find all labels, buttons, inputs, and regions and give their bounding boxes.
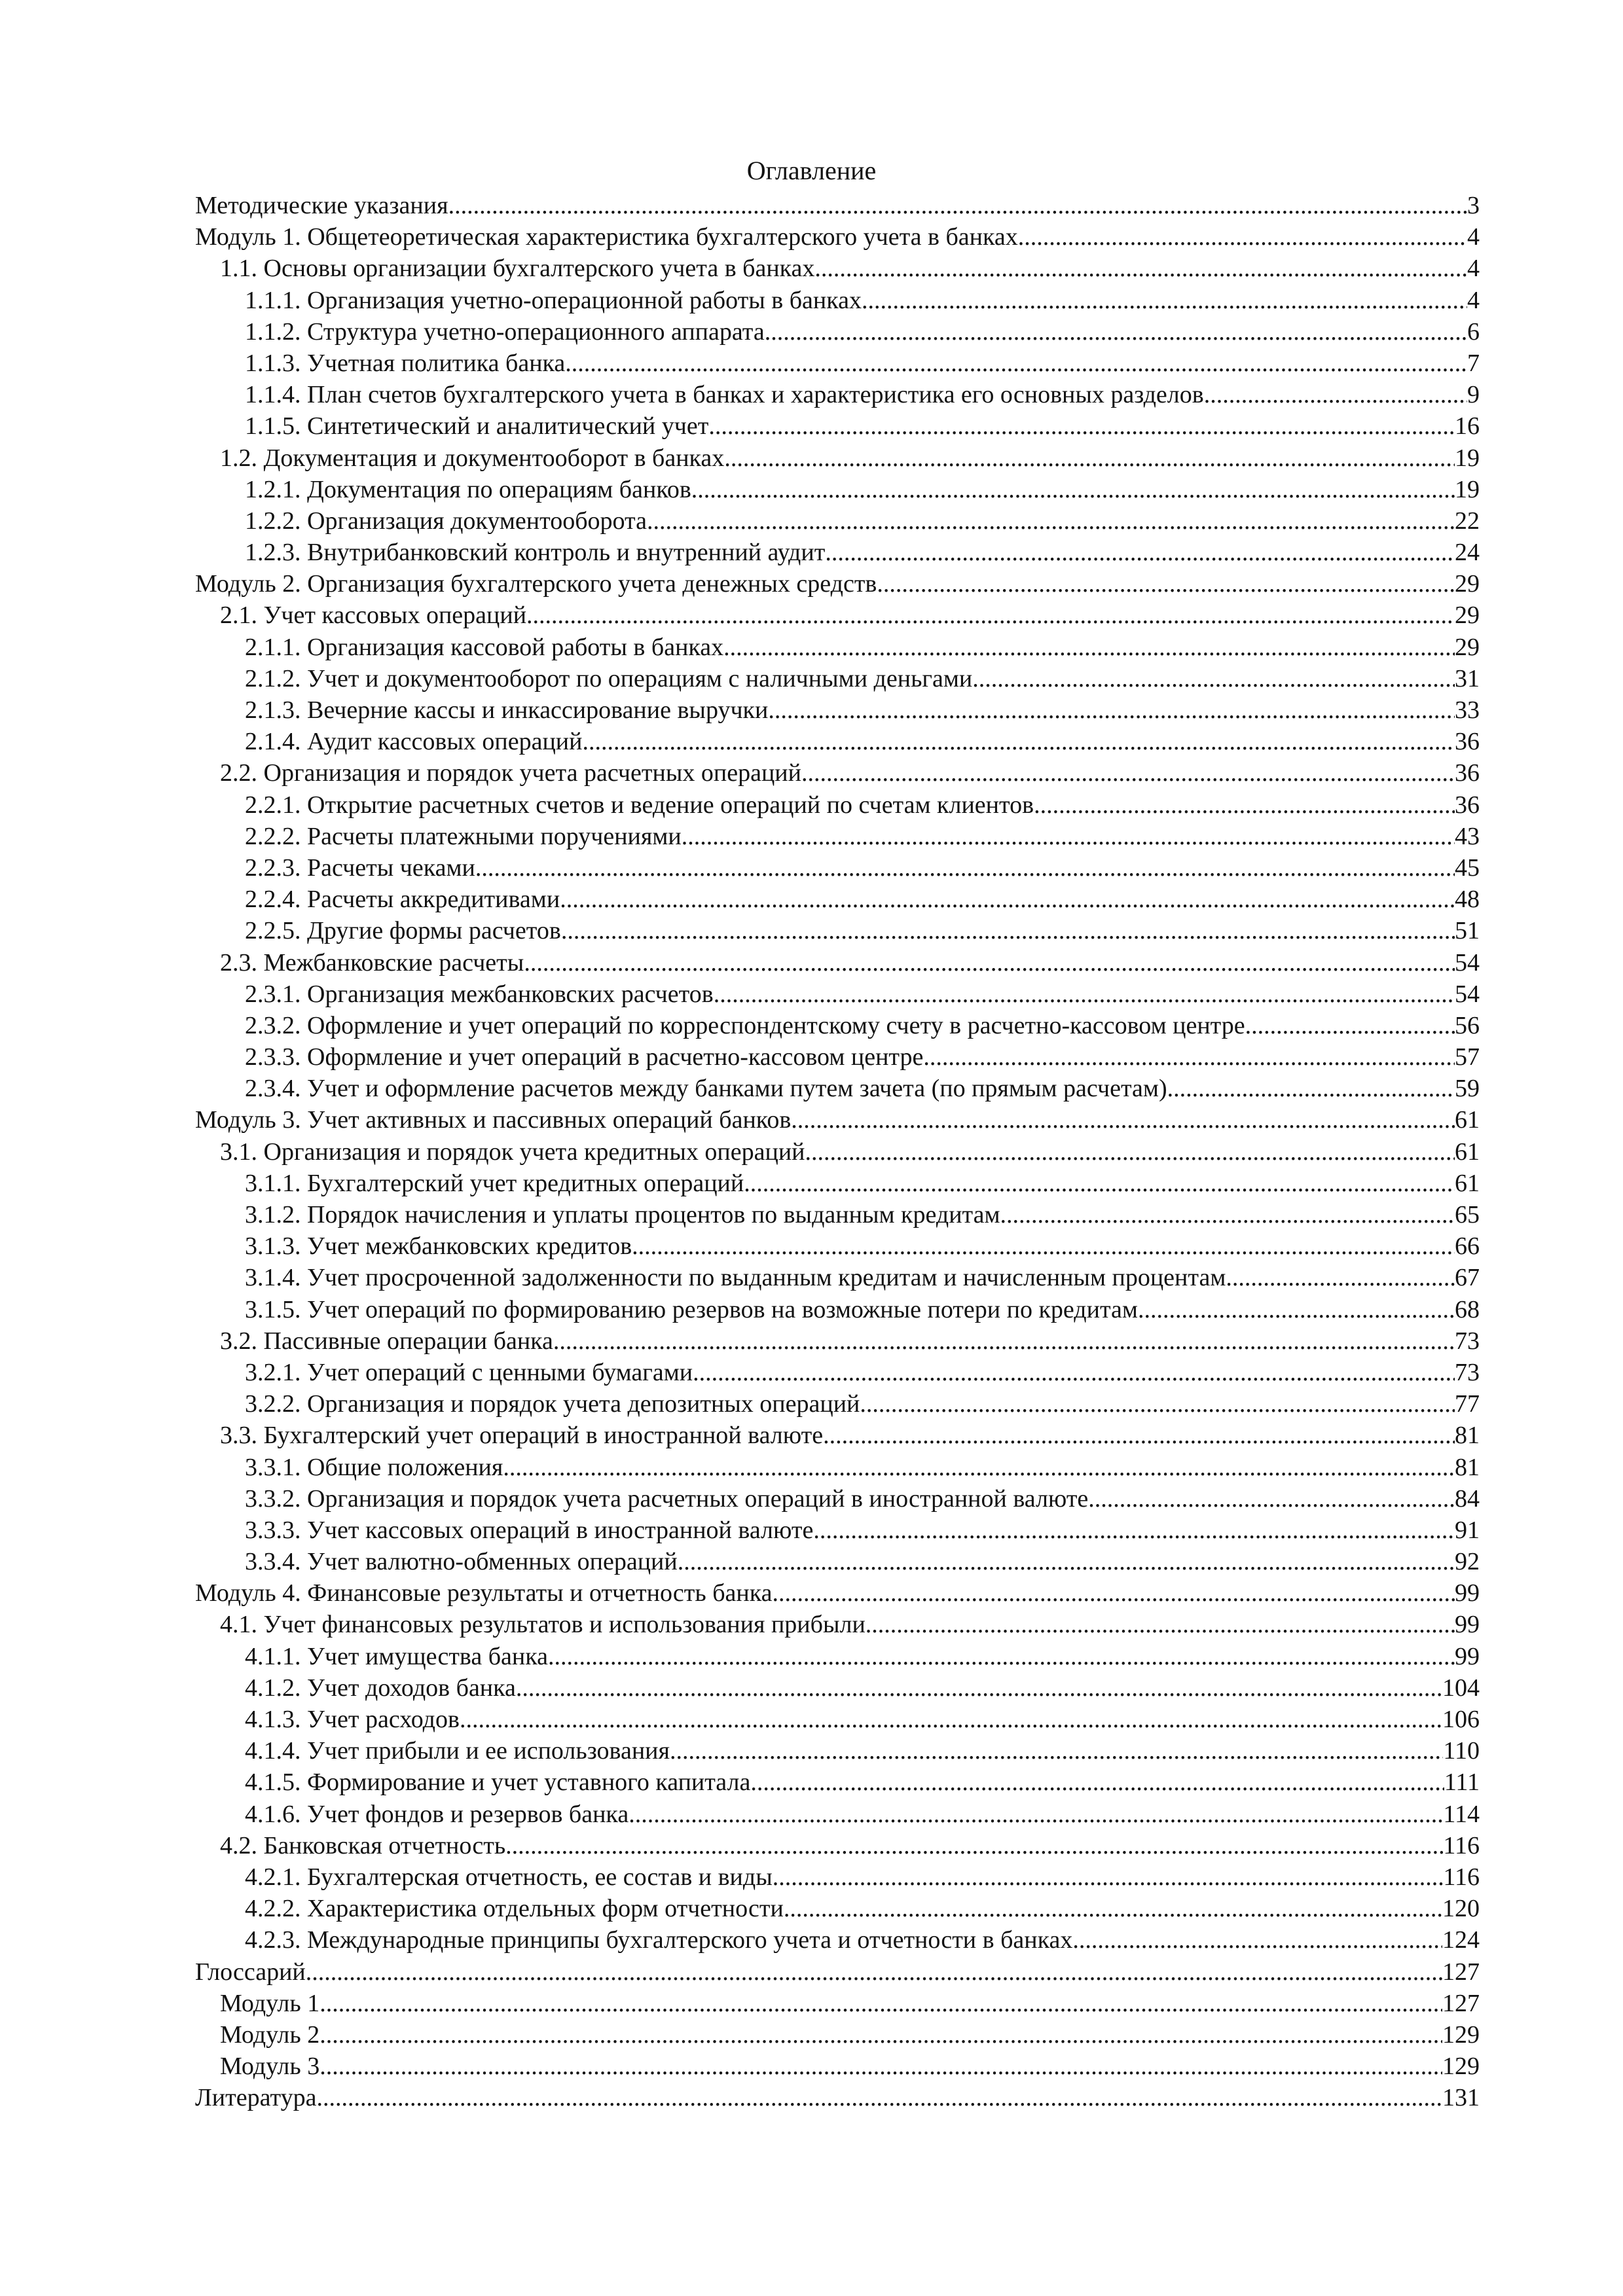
toc-entry-label: 3.2. Пассивные операции банка [220,1327,553,1355]
toc-dot-leader [923,1041,1455,1073]
toc-entry-label: 2.1.4. Аудит кассовых операций [245,728,583,756]
toc-dot-leader [582,726,1455,757]
toc-page-number: 99 [1455,1611,1480,1639]
toc-dot-leader [723,632,1455,663]
toc-entry-label: Модуль 2 [220,2020,320,2049]
toc-entry-label: 1.2.3. Внутрибанковский контроль и внутренний аудит [245,539,826,567]
toc-dot-leader [765,316,1467,348]
toc-entry [195,1988,1480,2019]
toc-dot-leader [823,1420,1455,1451]
toc-entry [195,1262,1480,1293]
toc-dot-leader [866,1609,1455,1640]
toc-entry-label: Модуль 4. Финансовые результаты и отчетность банка [195,1579,773,1607]
toc-entry-label: 1.1. Основы организации бухгалтерского учета в банках [220,255,815,283]
toc-entry-label: 3.3. Бухгалтерский учет операций в иностранной валюте [220,1422,824,1450]
toc-entry [195,1830,1480,1861]
toc-entry [195,1168,1480,1199]
toc-dot-leader [1000,1199,1455,1230]
toc-entry [195,190,1480,221]
toc-page-number: 129 [1442,2020,1480,2049]
toc-entry-label: 2.2.4. Расчеты аккредитивами [245,886,560,914]
toc-page-number: 4 [1467,255,1480,283]
toc-entry-label: 1.1.3. Учетная политика банка [245,349,566,377]
toc-entry-label: 1.2. Документация и документооборот в банках [220,444,725,472]
toc-dot-leader [460,1704,1442,1735]
toc-entry-label: 3.3.3. Учет кассовых операций в иностранной валюте [245,1516,814,1544]
toc-entry [195,410,1480,442]
toc-entry [195,726,1480,757]
toc-page-number: 4 [1467,286,1480,314]
toc-dot-leader [877,568,1455,600]
toc-page-number: 129 [1442,2053,1480,2081]
toc-dot-leader [1245,1010,1455,1041]
toc-entry-label: 3.3.4. Учет валютно-обменных операций [245,1548,678,1576]
toc-entry [195,1388,1480,1420]
toc-entry-label: Модуль 1 [220,1989,320,2017]
toc-dot-leader [773,1861,1444,1893]
toc-entry-label: Модуль 3. Учет активных и пассивных операций банков [195,1106,792,1134]
toc-dot-leader [805,1136,1455,1168]
toc-dot-leader [526,600,1455,631]
toc-entry [195,1010,1480,1041]
toc-page-number: 54 [1455,948,1480,977]
toc-page-number: 7 [1467,349,1480,377]
toc-dot-leader [629,1799,1443,1830]
toc-page-number: 51 [1455,917,1480,945]
toc-dot-leader [560,884,1455,915]
toc-entry-label: 4.1.3. Учет расходов [245,1706,460,1733]
toc-dot-leader [825,537,1455,568]
toc-entry-label: 4.2.1. Бухгалтерская отчетность, ее состав и виды [245,1863,773,1891]
toc-entry-label: 2.2. Организация и порядок учета расчетных операций [220,759,801,787]
toc-page-number: 61 [1455,1106,1480,1134]
toc-page-number: 54 [1455,980,1480,1008]
toc-page-number: 59 [1455,1075,1480,1103]
toc-page-number: 29 [1455,601,1480,630]
toc-entry-label: 4.1.4. Учет прибыли и ее использования [245,1737,670,1765]
toc-page-number: 73 [1455,1327,1480,1355]
toc-page-number: 56 [1455,1011,1480,1039]
toc-dot-leader [505,1830,1443,1861]
toc-dot-leader [693,1357,1455,1388]
toc-dot-leader [1167,1073,1455,1104]
toc-entry [195,1294,1480,1325]
toc-entry-label: 3.1.5. Учет операций по формированию резервов на возможные потери по кредитам [245,1295,1138,1323]
toc-entry [195,1861,1480,1893]
toc-page-number: 116 [1443,1863,1480,1891]
toc-page-number: 3 [1467,192,1480,219]
toc-page-number: 110 [1443,1737,1480,1765]
toc-entry [195,600,1480,631]
toc-entry [195,1199,1480,1230]
toc-page-number: 68 [1455,1295,1480,1323]
toc-entry [195,1357,1480,1388]
toc-entry [195,2051,1480,2082]
toc-dot-leader [1138,1294,1455,1325]
toc-dot-leader [516,1672,1442,1704]
toc-dot-leader [714,978,1455,1010]
toc-page-number: 48 [1455,886,1480,914]
toc-entry [195,537,1480,568]
toc-entry [195,1230,1480,1262]
toc-entry-label: 2.1.1. Организация кассовой работы в банках [245,633,724,661]
toc-dot-leader [784,1893,1442,1924]
toc-dot-leader [708,410,1455,442]
toc-entry [195,253,1480,284]
toc-entry-label: 1.2.1. Документация по операциям банков [245,475,691,503]
toc-entry-label: Методические указания [195,192,448,219]
toc-dot-leader [972,663,1455,694]
toc-dot-leader [316,2082,1442,2113]
toc-entry-label: Литература [195,2084,317,2112]
toc-entry-label: 4.1.6. Учет фондов и резервов банка [245,1800,629,1828]
toc-entry-label: 3.2.1. Учет операций с ценными бумагами [245,1358,693,1386]
toc-dot-leader [1034,789,1455,821]
toc-dot-leader [475,852,1455,884]
table-of-contents [195,190,1480,2113]
toc-entry [195,1924,1480,1956]
toc-page-number: 66 [1455,1232,1480,1261]
toc-entry-label: 3.2.2. Организация и порядок учета депозитных операций [245,1390,860,1418]
toc-entry [195,694,1480,726]
toc-dot-leader [1018,221,1467,253]
toc-page-number: 29 [1455,570,1480,598]
toc-dot-leader [862,285,1467,316]
toc-dot-leader [814,253,1467,284]
toc-entry-label: 4.1.2. Учет доходов банка [245,1674,516,1702]
toc-entry-label: 2.2.5. Другие формы расчетов [245,917,561,945]
toc-page-number: 22 [1455,507,1480,535]
toc-page-number: 61 [1455,1138,1480,1166]
toc-entry [195,1641,1480,1672]
toc-page-number: 104 [1442,1674,1480,1702]
toc-page-number: 77 [1455,1390,1480,1418]
toc-page-number: 111 [1444,1768,1480,1797]
toc-entry-label: 3.1. Организация и порядок учета кредитных операций [220,1138,805,1166]
toc-page-number: 92 [1455,1548,1480,1576]
toc-dot-leader [724,442,1455,474]
toc-entry [195,316,1480,348]
toc-dot-leader [791,1104,1455,1136]
toc-entry [195,1104,1480,1136]
toc-entry [195,1515,1480,1546]
toc-entry-label: 2.1. Учет кассовых операций [220,601,527,630]
toc-entry-label: 2.1.3. Вечерние кассы и инкассирование выручки [245,696,769,724]
toc-entry [195,663,1480,694]
toc-entry [195,1136,1480,1168]
toc-entry [195,505,1480,537]
toc-dot-leader [553,1325,1455,1357]
toc-page-number: 6 [1467,317,1480,346]
toc-entry [195,852,1480,884]
toc-entry-label: 3.1.4. Учет просроченной задолженности по выданным кредитам и начисленным процентам [245,1264,1226,1292]
toc-page-number: 127 [1442,1989,1480,2017]
toc-entry-label: Модуль 2. Организация бухгалтерского учета денежных средств [195,570,877,598]
toc-entry [195,1041,1480,1073]
toc-entry [195,1073,1480,1104]
toc-dot-leader [1072,1924,1442,1956]
toc-entry-label: Глоссарий [195,1958,306,1986]
toc-entry-label: 1.1.4. План счетов бухгалтерского учета в банках и характеристика его основных разделов [245,381,1204,409]
toc-page-number: 19 [1455,444,1480,472]
toc-page-number: 127 [1442,1958,1480,1986]
toc-entry [195,2019,1480,2051]
toc-entry [195,442,1480,474]
toc-entry-label: Модуль 3 [220,2053,320,2081]
toc-entry-label: 4.2.2. Характеристика отдельных форм отчетности [245,1895,784,1923]
toc-dot-leader [524,947,1455,978]
toc-page-number: 31 [1455,664,1480,692]
toc-entry [195,978,1480,1010]
toc-entry [195,474,1480,505]
toc-entry [195,1577,1480,1609]
toc-entry-label: 2.1.2. Учет и документооборот по операциям с наличными деньгами [245,664,973,692]
toc-dot-leader [670,1735,1443,1767]
toc-dot-leader [773,1577,1455,1609]
toc-dot-leader [1204,379,1467,410]
toc-entry [195,221,1480,253]
toc-dot-leader [319,2051,1442,2082]
toc-entry-label: 2.3. Межбанковские расчеты [220,948,524,977]
toc-dot-leader [503,1452,1455,1483]
toc-entry [195,821,1480,852]
toc-dot-leader [813,1515,1455,1546]
toc-page-number: 33 [1455,696,1480,724]
toc-entry [195,2082,1480,2113]
toc-page-number: 106 [1442,1706,1480,1733]
toc-entry-label: 2.2.1. Открытие расчетных счетов и ведение операций по счетам клиентов [245,791,1034,819]
toc-entry [195,1546,1480,1577]
toc-dot-leader [744,1168,1455,1199]
toc-dot-leader [561,915,1455,946]
toc-entry-label: 2.2.3. Расчеты чеками [245,853,475,882]
toc-entry [195,1452,1480,1483]
toc-page-number: 36 [1455,759,1480,787]
toc-dot-leader [647,505,1455,537]
toc-page-number: 43 [1455,822,1480,850]
toc-page-number: 36 [1455,728,1480,756]
toc-dot-leader [632,1230,1455,1262]
toc-entry [195,285,1480,316]
toc-page-number: 131 [1442,2084,1480,2112]
toc-entry [195,1672,1480,1704]
toc-dot-leader [319,1988,1442,2019]
toc-entry [195,1735,1480,1767]
toc-page-number: 45 [1455,853,1480,882]
toc-entry [195,1325,1480,1357]
toc-entry-label: 4.1.5. Формирование и учет уставного капитала [245,1768,751,1797]
toc-entry-label: 3.1.3. Учет межбанковских кредитов [245,1232,632,1261]
toc-entry-label: 2.3.4. Учет и оформление расчетов между банками путем зачета (по прямым расчетам) [245,1075,1167,1103]
toc-entry [195,568,1480,600]
toc-entry [195,915,1480,946]
toc-page-number: 114 [1443,1800,1480,1828]
page-title: Оглавление [746,156,877,185]
toc-dot-leader [691,474,1455,505]
toc-page-number: 29 [1455,633,1480,661]
toc-dot-leader [565,348,1467,379]
toc-entry-label: 2.3.2. Оформление и учет операций по корреспондентскому счету в расчетно-кассовом центре [245,1011,1245,1039]
toc-dot-leader [768,694,1455,726]
toc-entry [195,1893,1480,1924]
toc-page-number: 81 [1455,1422,1480,1450]
toc-dot-leader [860,1388,1455,1420]
toc-entry-label: 2.3.1. Организация межбанковских расчетов [245,980,714,1008]
toc-entry [195,1799,1480,1830]
toc-page-number: 84 [1455,1484,1480,1513]
toc-entry-label: 3.1.2. Порядок начисления и уплаты процентов по выданным кредитам [245,1201,1000,1229]
toc-page-number: 57 [1455,1043,1480,1071]
toc-entry-label: 4.1.1. Учет имущества банка [245,1642,549,1670]
toc-dot-leader [448,190,1467,221]
toc-entry-label: 1.1.2. Структура учетно-операционного аппарата [245,317,765,346]
toc-entry-label: 4.2.3. Международные принципы бухгалтерского учета и отчетности в банках [245,1926,1073,1954]
toc-page-number: 61 [1455,1169,1480,1197]
toc-dot-leader [319,2019,1442,2051]
toc-page-number: 67 [1455,1264,1480,1292]
toc-dot-leader [678,1546,1455,1577]
toc-page-number: 81 [1455,1453,1480,1481]
toc-entry [195,947,1480,978]
toc-entry [195,789,1480,821]
toc-entry [195,757,1480,789]
toc-page-number: 16 [1455,412,1480,440]
toc-page-number: 120 [1442,1895,1480,1923]
toc-entry [195,1609,1480,1640]
toc-dot-leader [682,821,1455,852]
toc-entry-label: 4.1. Учет финансовых результатов и использования прибыли [220,1611,866,1639]
toc-entry-label: 1.2.2. Организация документооборота [245,507,647,535]
toc-entry [195,379,1480,410]
toc-page-number: 124 [1442,1926,1480,1954]
toc-dot-leader [801,757,1455,789]
toc-entry-label: 1.1.5. Синтетический и аналитический учет [245,412,709,440]
toc-entry-label: 2.2.2. Расчеты платежными поручениями [245,822,682,850]
toc-entry [195,1956,1480,1988]
toc-entry [195,632,1480,663]
toc-page-number: 24 [1455,539,1480,567]
toc-entry [195,1767,1480,1798]
toc-page-number: 99 [1455,1642,1480,1670]
toc-entry-label: 3.3.2. Организация и порядок учета расчетных операций в иностранной валюте [245,1484,1089,1513]
toc-page-number: 99 [1455,1579,1480,1607]
toc-page-number: 19 [1455,475,1480,503]
toc-page-number: 9 [1467,381,1480,409]
toc-entry-label: 2.3.3. Оформление и учет операций в расчетно-кассовом центре [245,1043,924,1071]
toc-page-number: 4 [1467,223,1480,251]
toc-dot-leader [1088,1483,1455,1515]
toc-entry [195,1420,1480,1451]
toc-entry-label: Модуль 1. Общетеоретическая характеристика бухгалтерского учета в банках [195,223,1018,251]
toc-entry-label: 4.2. Банковская отчетность [220,1831,506,1859]
toc-page-number: 65 [1455,1201,1480,1229]
toc-entry [195,348,1480,379]
toc-dot-leader [750,1767,1444,1798]
toc-entry-label: 3.1.1. Бухгалтерский учет кредитных операций [245,1169,744,1197]
toc-dot-leader [548,1641,1455,1672]
toc-page-number: 91 [1455,1516,1480,1544]
toc-dot-leader [1226,1262,1455,1293]
toc-page-number: 116 [1443,1831,1480,1859]
toc-entry [195,1483,1480,1515]
toc-dot-leader [306,1956,1442,1988]
toc-entry [195,1704,1480,1735]
toc-page-number: 36 [1455,791,1480,819]
toc-entry [195,884,1480,915]
toc-entry-label: 3.3.1. Общие положения [245,1453,503,1481]
toc-page-number: 73 [1455,1358,1480,1386]
toc-entry-label: 1.1.1. Организация учетно-операционной работы в банках [245,286,862,314]
